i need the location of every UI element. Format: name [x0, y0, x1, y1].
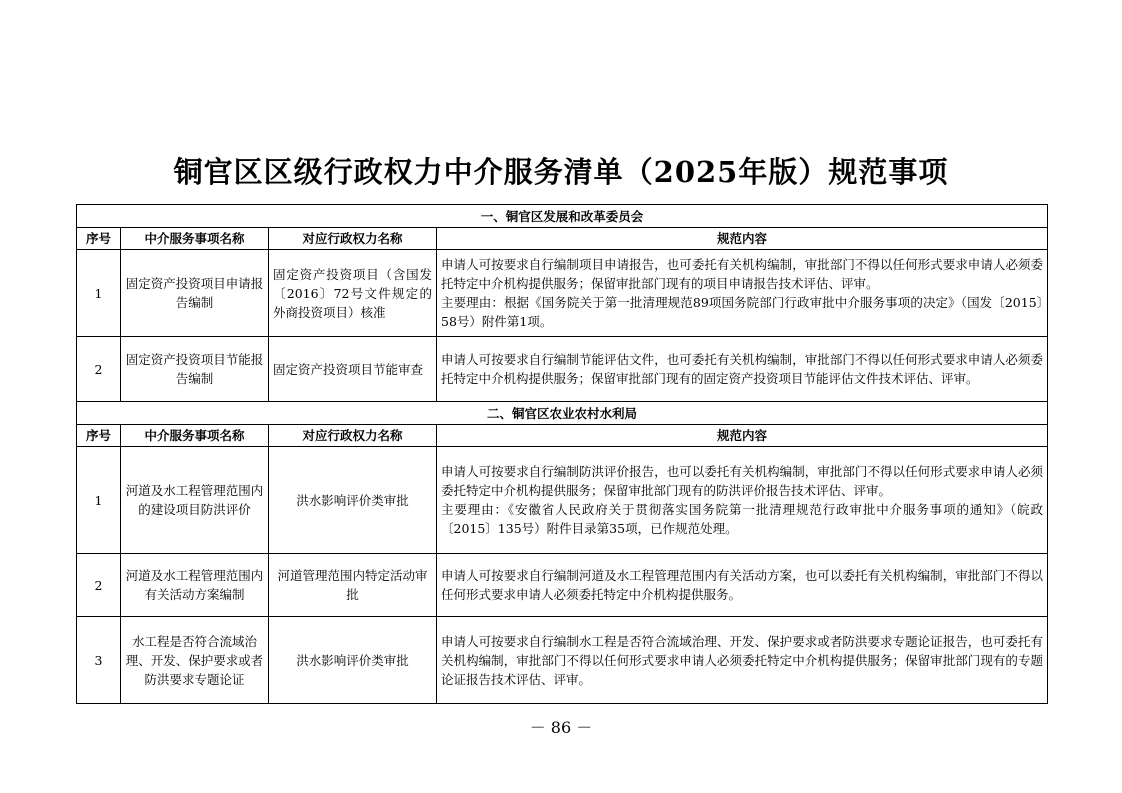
- row-number: 1: [77, 447, 121, 554]
- service-name: 固定资产投资项目申请报告编制: [121, 250, 269, 337]
- section-header-row: [77, 402, 1048, 425]
- column-header-row: [77, 228, 1048, 250]
- row-number: 2: [77, 554, 121, 617]
- regulation-content: [437, 250, 1048, 337]
- header-service: 中介服务事项名称: [121, 425, 269, 447]
- content-paragraph: 申请人可按要求自行编制河道及水工程管理范围内有关活动方案，也可以委托有关机构编制，审批部门不得以任何形式要求申请人必须委托特定中介机构提供服务。: [441, 568, 1044, 602]
- power-name: 洪水影响评价类审批: [269, 617, 437, 704]
- regulation-content: [437, 617, 1048, 704]
- service-name: 河道及水工程管理范围内的建设项目防洪评价: [121, 447, 269, 554]
- regulation-table: [76, 204, 1048, 704]
- section-title: 二、铜官区农业农村水利局: [77, 402, 1048, 425]
- power-name: 洪水影响评价类审批: [269, 447, 437, 554]
- header-power: 对应行政权力名称: [269, 425, 437, 447]
- service-name: 河道及水工程管理范围内有关活动方案编制: [121, 554, 269, 617]
- power-name: 河道管理范围内特定活动审批: [269, 554, 437, 617]
- content-paragraph: 主要理由：《安徽省人民政府关于贯彻落实国务院第一批清理规范行政审批中介服务事项的通知》（皖政〔2015〕135号）附件目录第35项，已作规范处理。: [441, 502, 1044, 536]
- table-row: [77, 250, 1048, 337]
- row-number: 2: [77, 337, 121, 402]
- regulation-content: [437, 447, 1048, 554]
- content-paragraph: 申请人可按要求自行编制项目申请报告，也可委托有关机构编制，审批部门不得以任何形式要求申请人必须委托特定中介机构提供服务；保留审批部门现有的项目申请报告技术评估、评审。: [441, 257, 1044, 291]
- header-no: 序号: [77, 228, 121, 250]
- content-paragraph: 主要理由：根据《国务院关于第一批清理规范89项国务院部门行政审批中介服务事项的决定》（国发〔2015〕58号）附件第1项。: [441, 295, 1044, 329]
- header-service: 中介服务事项名称: [121, 228, 269, 250]
- section-header-row: [77, 205, 1048, 228]
- section-title: 一、铜官区发展和改革委员会: [77, 205, 1048, 228]
- table-row: [77, 554, 1048, 617]
- service-name: 水工程是否符合流域治理、开发、保护要求或者防洪要求专题论证: [121, 617, 269, 704]
- table-row: [77, 337, 1048, 402]
- header-content: 规范内容: [437, 425, 1048, 447]
- header-power: 对应行政权力名称: [269, 228, 437, 250]
- content-paragraph: 申请人可按要求自行编制节能评估文件，也可委托有关机构编制，审批部门不得以任何形式要求申请人必须委托特定中介机构提供服务；保留审批部门现有的固定资产投资项目节能评估文件技术评估、评审。: [441, 352, 1044, 386]
- regulation-content: [437, 337, 1048, 402]
- power-name: 固定资产投资项目（含国发〔2016〕72号文件规定的外商投资项目）核准: [269, 250, 437, 337]
- power-name: 固定资产投资项目节能审查: [269, 337, 437, 402]
- regulation-content: [437, 554, 1048, 617]
- service-name: 固定资产投资项目节能报告编制: [121, 337, 269, 402]
- document-title: 铜官区区级行政权力中介服务清单（2025年版）规范事项: [173, 155, 949, 189]
- header-content: 规范内容: [437, 228, 1048, 250]
- content-paragraph: 申请人可按要求自行编制水工程是否符合流域治理、开发、保护要求或者防洪要求专题论证报告，也可委托有关机构编制，审批部门不得以任何形式要求申请人必须委托特定中介机构提供服务；保留审批部门现有的专题论证报告技术评估、评审。: [441, 633, 1044, 687]
- row-number: 1: [77, 250, 121, 337]
- table-row: [77, 447, 1048, 554]
- table-row: [77, 617, 1048, 704]
- content-paragraph: 申请人可按要求自行编制防洪评价报告，也可以委托有关机构编制，审批部门不得以任何形式要求申请人必须委托特定中介机构提供服务；保留审批部门现有的防洪评价报告技术评估、评审。: [441, 464, 1044, 498]
- row-number: 3: [77, 617, 121, 704]
- column-header-row: [77, 425, 1048, 447]
- header-no: 序号: [77, 425, 121, 447]
- page-number: － 86 －: [529, 718, 593, 737]
